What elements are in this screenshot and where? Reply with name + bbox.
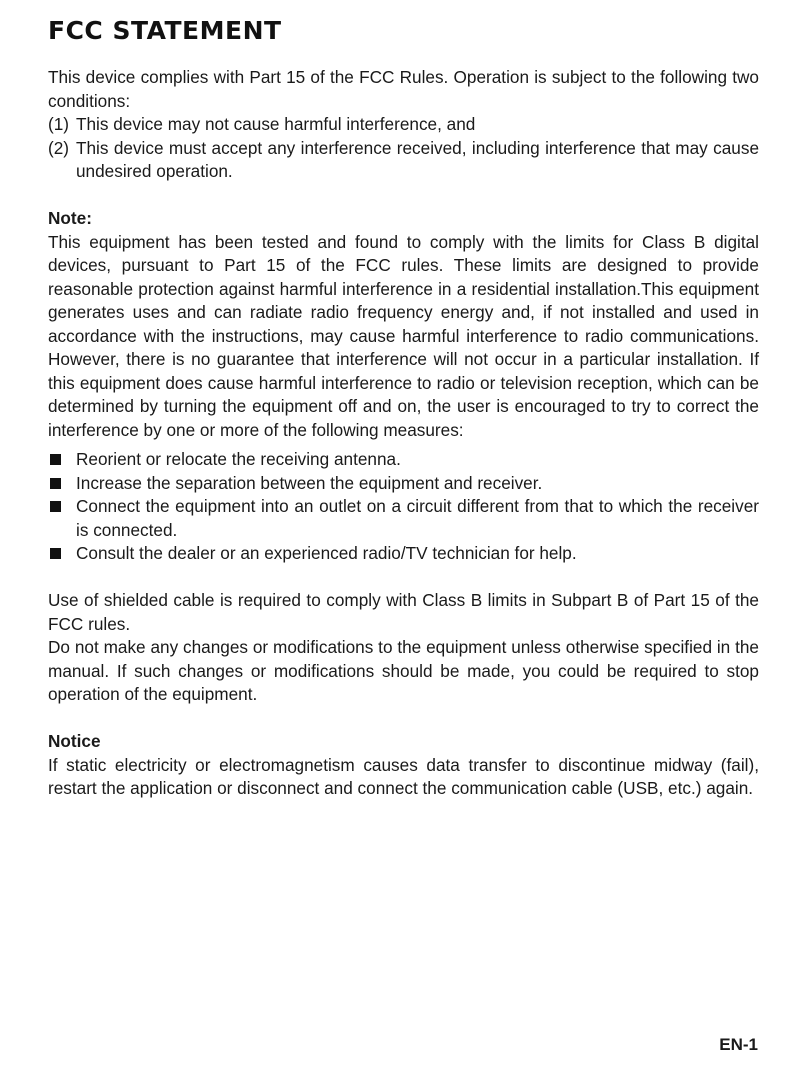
measure-text: Reorient or relocate the receiving antenna. — [76, 449, 401, 469]
measure-text: Consult the dealer or an experienced radio/TV technician for help. — [76, 543, 577, 563]
shielded-cable-paragraph: Use of shielded cable is required to comply with Class B limits in Subpart B of Part 15 of the FCC rules. — [48, 590, 759, 634]
list-item — [48, 495, 759, 542]
measure-text: Connect the equipment into an outlet on a circuit different from that to which the receiver is connected. — [76, 496, 759, 540]
measure-text: Increase the separation between the equipment and receiver. — [76, 472, 543, 493]
list-item — [48, 472, 759, 496]
square-bullet-icon — [48, 472, 76, 496]
modifications-paragraph: Do not make any changes or modifications to the equipment unless otherwise specified in the manual. If such changes or modifications should be made, you could be required to stop operation of the equipment. — [48, 637, 759, 704]
square-bullet-icon — [48, 542, 76, 566]
intro-paragraph: This device complies with Part 15 of the FCC Rules. Operation is subject to the following two conditions: — [48, 67, 759, 111]
page-title: FCC STATEMENT — [48, 16, 282, 45]
condition-text: This device may not cause harmful interference, and — [76, 114, 476, 134]
notice-body: If static electricity or electromagnetism causes data transfer to discontinue midway (fail), restart the application or disconnect and connect the communication cable (USB, etc.) again. — [48, 754, 759, 798]
condition-text: This device must accept any interference received, including interference that may cause undesired operation. — [76, 137, 759, 181]
list-item — [48, 448, 759, 472]
condition-item — [48, 137, 759, 184]
square-bullet-icon — [48, 495, 76, 542]
page-number: EN-1 — [719, 1035, 758, 1054]
square-bullet-icon — [48, 448, 76, 472]
condition-number: (2) — [48, 137, 70, 158]
list-item — [48, 542, 759, 566]
condition-number: (1) — [48, 114, 70, 134]
fcc-statement-page — [48, 14, 759, 801]
notice-heading: Notice — [48, 731, 101, 751]
measures-list — [48, 448, 759, 566]
note-heading: Note: — [48, 208, 92, 228]
note-body: This equipment has been tested and found to comply with the limits for Class B digital devices, pursuant to Part 15 of the FCC rules. These limits are designed to provide reasonable protection against harmful interference in a residential installation.This equipment generates uses and can radiate radio frequency energy and, if not installed and used in accordance with the instructions, may cause harmful interference to radio communications. However, there is no guarantee that interference will not occur in a particular installation. If this equipment does cause harmful interference to radio or television reception, which can be determined by turning the equipment off and on, the user is encouraged to try to correct the interference by one or more of the following measures: — [48, 231, 759, 440]
condition-item — [48, 113, 759, 137]
conditions-list — [48, 113, 759, 184]
